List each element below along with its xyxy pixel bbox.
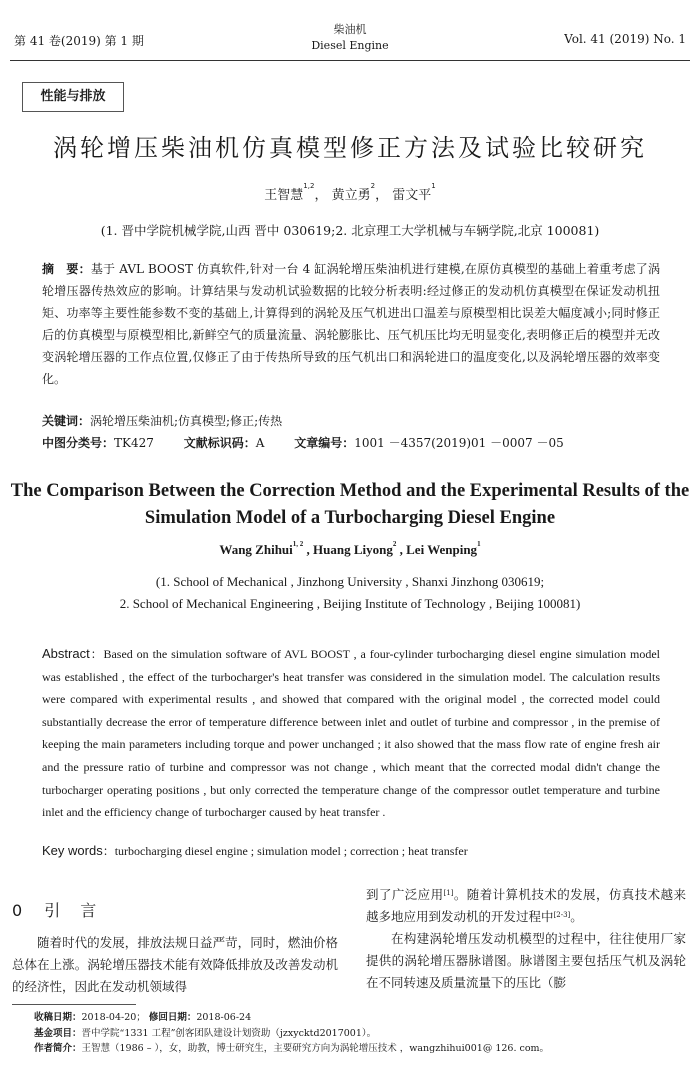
revised-date: 2018-06-24 [196, 1012, 252, 1023]
journal-name-cn: 柴油机 [333, 23, 367, 36]
authors-en [0, 542, 700, 558]
footnotes [34, 1010, 674, 1057]
affiliation-en-line2: 2. School of Mechanical Engineering , Beijing Institute of Technology , Beijing 100081) [119, 596, 581, 611]
author-en-name: Lei Wenping [406, 542, 478, 557]
keywords-en-text: turbocharging diesel engine ; simulation model ; correction ; heat transfer [114, 844, 468, 858]
author-cn-sup: 1 [431, 182, 436, 190]
fund-label: 基金项目： [34, 1027, 82, 1039]
keywords-cn [42, 410, 660, 432]
title-cn: 涡轮增压柴油机仿真模型修正方法及试验比较研究 [53, 134, 647, 162]
keywords-cn-label: 关键词： [42, 414, 91, 428]
received-label: 收稿日期： [34, 1012, 82, 1023]
journal-name-en: Diesel Engine [311, 39, 389, 52]
clc-label: 中图分类号： [42, 436, 115, 450]
footnote-dates [34, 1010, 674, 1026]
author-cn-name: 黄立勇 [331, 188, 371, 203]
clc-value: TK427 [114, 436, 154, 450]
keywords-cn-text: 涡轮增压柴油机;仿真模型;修正;传热 [90, 414, 283, 428]
title-en: The Comparison Between the Correction Method and the Experimental Results of the Simulation Model of a Turbocharging Diesel Engine [10, 481, 690, 528]
author-cn-sep: ， [314, 188, 328, 203]
article-number-label: 文章编号： [294, 436, 355, 450]
body-text: 到了广泛应用 [366, 887, 444, 902]
author-en-sup: 2 [392, 540, 397, 548]
body-left-column: 随着时代的发展，排放法规日益严苛，同时，燃油价格总体在上涨。涡轮增压器技术能有效降低排放及改善发动机的经济性，因此在发动机领域得 [12, 935, 338, 994]
body-text: 。 [570, 909, 583, 924]
section-number: 0 [12, 901, 25, 920]
author-cn-sep: ， [375, 188, 389, 203]
doc-code-label: 文献标识码： [183, 436, 256, 450]
journal-volume-en: Vol. 41 (2019) No. 1 [564, 32, 686, 46]
abstract-cn [42, 258, 660, 390]
abstract-cn-text: 基于 AVL BOOST 仿真软件,针对一台 4 缸涡轮增压柴油机进行建模,在原仿真模型的基础上着重考虑了涡轮增压器传热效应的影响。计算结果与发动机试验数据的比较分析表明:经过修正的发动机仿真模型在保证发动机扭矩、功率等主要性能参数不变的基础上,计算得到的涡轮及压气机进出口温差与原模型相比误差大幅度减小;同时修正后的仿真模型与原模型相比,新鲜空气的质量流量、涡轮膨胀比、压气机压比均无明显变化,表明修正后的模型并无改变涡轮增压器的工作点位置,仅修正了由于传热所导致的压气机出口和涡轮进口的温度变化,以及涡轮增压器的效率变化。 [42, 262, 660, 386]
author-en-sup: 1, 2 [292, 540, 304, 548]
body-right-paragraph-2: 在构建涡轮增压发动机模型的过程中，往往使用厂家提供的涡轮增压器脉谱图。脉谱图主要包括压气机及涡轮在不同转速及质量流量下的压比（膨 [366, 931, 686, 990]
author-bio-label: 作者简介： [34, 1043, 82, 1054]
body-text: 。随着计算机技术的发展，仿真技术越来越多地应用到发动机的开发过程中 [366, 887, 686, 924]
section-heading [12, 898, 118, 921]
citation[interactable]: [1] [443, 889, 454, 897]
footnote-author [34, 1041, 674, 1057]
author-en-name: Wang Zhihui [219, 542, 293, 557]
section-label: 性能与排放 [22, 82, 124, 112]
citation[interactable]: [2-3] [553, 911, 571, 919]
footnote-fund [34, 1026, 674, 1042]
revised-label: 修回日期： [148, 1012, 197, 1023]
journal-volume: 第 41 卷(2019) 第 1 期 [14, 34, 144, 48]
footnote-rule [12, 1004, 136, 1005]
author-cn-name: 王智慧 [264, 188, 304, 203]
author-en-sep: , [303, 542, 314, 557]
abstract-en: Abstract：Based on the simulation software of AVL BOOST , a four-cylinder turbocharging diesel engine simulation model was established , the effect of the turbocharger's heat transfer was considered in the simulation model. The calculation results were compared with experimental results , and showed that compared with the original model , the corrected model could substantially decrease the error of temperature difference between inlet and outlet of turbine and compressor , in the premise of keeping the main parameters including torque and power unchanged ; it also showed that the mass flow rate of engine fresh air and the pressure ratio of turbine and compressor was not change , which meant that the corrected modal didn't change the turbocharger operating positions , but only corrected the temperature change of the compressor outlet temperature and turbine inlet and the efficiency change of turbocharger caused by heat transfer . [42, 646, 660, 820]
article-number-value: 1001 －4357(2019)01 －0007 －05 [354, 436, 564, 450]
authors-cn [0, 184, 700, 203]
author-en-name: Huang Liyong [313, 542, 393, 557]
doc-code-value: A [255, 436, 265, 450]
author-cn-name: 雷文平 [392, 188, 432, 203]
author-bio-text: 王智慧（1986 – ），女，助教，博士研究生，主要研究方向为涡轮增压技术 ，wangzhihui001@ 126. com。 [81, 1043, 550, 1054]
keywords-en-label: Key words [42, 843, 103, 858]
author-en-sup: 1 [477, 540, 481, 548]
header-rule [10, 60, 690, 61]
section-title: 引 言 [44, 901, 99, 920]
author-en-sep: , [396, 542, 407, 557]
abstract-cn-label: 摘 要： [42, 262, 91, 276]
author-cn-sup: 1,2 [303, 182, 315, 190]
received-date: 2018-04-20； [81, 1012, 146, 1023]
affiliation-en-line1: (1. School of Mechanical , Jinzhong University , Shanxi Jinzhong 030619; [155, 574, 545, 589]
author-cn-sup: 2 [370, 182, 376, 190]
body-right-column [366, 884, 686, 994]
affiliation-en [0, 571, 700, 615]
abstract-en-label: Abstract [42, 646, 90, 661]
fund-text: 晋中学院“1331 工程”创客团队建设计划资助（jzxycktd2017001）。 [81, 1027, 377, 1039]
body-right-paragraph-1 [366, 884, 686, 928]
classification-line [42, 432, 660, 454]
affiliation-cn: (1. 晋中学院机械学院,山西 晋中 030619;2. 北京理工大学机械与车辆学院,北京 100081) [100, 223, 600, 238]
keywords-en: Key words：turbocharging diesel engine ; simulation model ; correction ; heat transfer [42, 843, 468, 858]
abstract-en-text: Based on the simulation software of AVL BOOST , a four-cylinder turbocharging diesel engine simulation model was established , the effect of the turbocharger's heat transfer was considered in the simulation model. The calculation results were compared with experimental results , and showed that compared with the original model , the corrected model could substantially decrease the error of temperature difference between inlet and outlet of turbine and compressor , in the premise of keeping the main parameters including torque and power unchanged ; it also showed that the mass flow rate of engine fresh air and the pressure ratio of turbine and compressor was not change , which meant that the corrected modal didn't change the turbocharger operating positions , but only corrected the temperature change of the compressor outlet temperature and turbine inlet and the efficiency change of turbocharger caused by heat transfer . [42, 647, 660, 820]
